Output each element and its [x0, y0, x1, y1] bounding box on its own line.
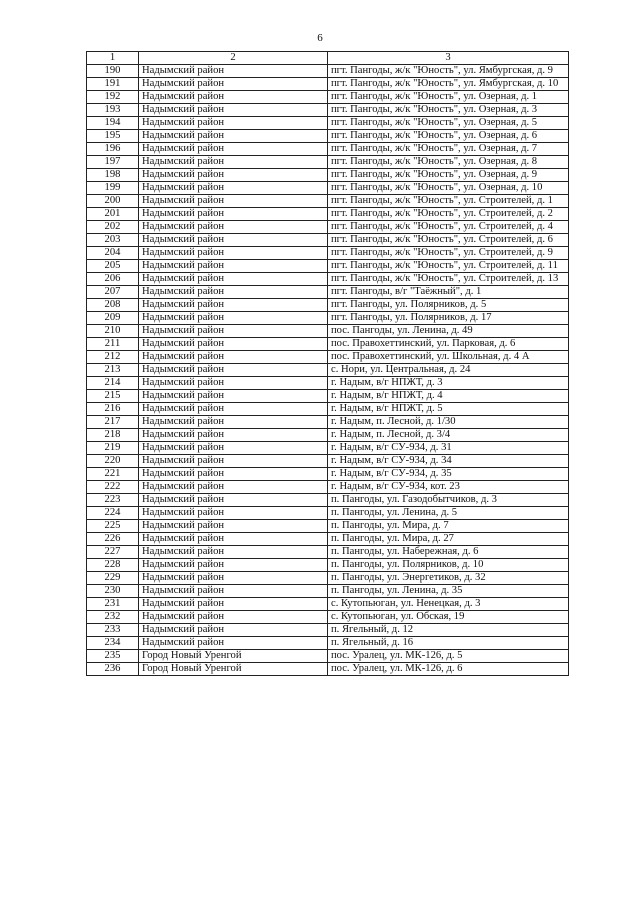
district-cell: Надымский район: [139, 286, 328, 299]
row-number: 223: [87, 494, 139, 507]
address-cell: п. Ягельный, д. 12: [328, 624, 569, 637]
address-cell: пгт. Пангоды, в/г "Таёжный", д. 1: [328, 286, 569, 299]
table-row: [87, 312, 569, 325]
district-cell: Надымский район: [139, 169, 328, 182]
table-row: [87, 247, 569, 260]
district-cell: Надымский район: [139, 507, 328, 520]
address-cell: пгт. Пангоды, ж/к "Юность", ул. Ямбургская, д. 10: [328, 78, 569, 91]
district-cell: Надымский район: [139, 143, 328, 156]
table-row: [87, 507, 569, 520]
address-cell: пгт. Пангоды, ж/к "Юность", ул. Озерная, д. 9: [328, 169, 569, 182]
row-number: 196: [87, 143, 139, 156]
row-number: 225: [87, 520, 139, 533]
table-row: [87, 260, 569, 273]
row-number: 198: [87, 169, 139, 182]
address-cell: пос. Пангоды, ул. Ленина, д. 49: [328, 325, 569, 338]
table-row: [87, 221, 569, 234]
row-number: 207: [87, 286, 139, 299]
table-row: [87, 650, 569, 663]
address-cell: п. Пангоды, ул. Газодобытчиков, д. 3: [328, 494, 569, 507]
table-row: [87, 65, 569, 78]
row-number: 195: [87, 130, 139, 143]
district-cell: Надымский район: [139, 208, 328, 221]
district-cell: Надымский район: [139, 611, 328, 624]
district-cell: Надымский район: [139, 325, 328, 338]
address-cell: пгт. Пангоды, ж/к "Юность", ул. Строителей, д. 9: [328, 247, 569, 260]
table-row: [87, 78, 569, 91]
column-header-district: 2: [139, 52, 328, 65]
table-row: [87, 130, 569, 143]
address-cell: п. Ягельный, д. 16: [328, 637, 569, 650]
row-number: 193: [87, 104, 139, 117]
address-cell: г. Надым, п. Лесной, д. 3/4: [328, 429, 569, 442]
table-row: [87, 572, 569, 585]
address-cell: г. Надым, в/г СУ-934, д. 31: [328, 442, 569, 455]
table-row: [87, 429, 569, 442]
address-cell: пгт. Пангоды, ж/к "Юность", ул. Строителей, д. 4: [328, 221, 569, 234]
row-number: 215: [87, 390, 139, 403]
district-cell: Надымский район: [139, 585, 328, 598]
district-cell: Надымский район: [139, 130, 328, 143]
row-number: 222: [87, 481, 139, 494]
row-number: 221: [87, 468, 139, 481]
table-row: [87, 91, 569, 104]
column-header-address: 3: [328, 52, 569, 65]
table-row: [87, 117, 569, 130]
column-header-number: 1: [87, 52, 139, 65]
address-cell: пос. Уралец, ул. МК-126, д. 5: [328, 650, 569, 663]
table-row: [87, 234, 569, 247]
row-number: 219: [87, 442, 139, 455]
district-cell: Надымский район: [139, 65, 328, 78]
address-cell: пгт. Пангоды, ж/к "Юность", ул. Озерная, д. 7: [328, 143, 569, 156]
table-row: [87, 325, 569, 338]
row-number: 228: [87, 559, 139, 572]
row-number: 226: [87, 533, 139, 546]
address-cell: п. Пангоды, ул. Ленина, д. 35: [328, 585, 569, 598]
address-cell: с. Кутопьюган, ул. Обская, 19: [328, 611, 569, 624]
table-row: [87, 299, 569, 312]
table-row: [87, 377, 569, 390]
row-number: 213: [87, 364, 139, 377]
row-number: 227: [87, 546, 139, 559]
address-cell: с. Кутопьюган, ул. Ненецкая, д. 3: [328, 598, 569, 611]
row-number: 216: [87, 403, 139, 416]
address-cell: пос. Правохеттинский, ул. Школьная, д. 4 А: [328, 351, 569, 364]
address-cell: пгт. Пангоды, ж/к "Юность", ул. Озерная, д. 10: [328, 182, 569, 195]
address-cell: пос. Правохеттинский, ул. Парковая, д. 6: [328, 338, 569, 351]
table-row: [87, 104, 569, 117]
table-row: [87, 455, 569, 468]
address-cell: г. Надым, в/г СУ-934, д. 35: [328, 468, 569, 481]
district-cell: Надымский район: [139, 598, 328, 611]
table-row: [87, 195, 569, 208]
address-cell: г. Надым, п. Лесной, д. 1/30: [328, 416, 569, 429]
table-row: [87, 390, 569, 403]
address-cell: г. Надым, в/г НПЖТ, д. 4: [328, 390, 569, 403]
district-cell: Надымский район: [139, 91, 328, 104]
row-number: 204: [87, 247, 139, 260]
district-cell: Надымский район: [139, 78, 328, 91]
row-number: 231: [87, 598, 139, 611]
row-number: 201: [87, 208, 139, 221]
district-cell: Надымский район: [139, 247, 328, 260]
district-cell: Надымский район: [139, 338, 328, 351]
district-cell: Надымский район: [139, 195, 328, 208]
table-row: [87, 286, 569, 299]
row-number: 192: [87, 91, 139, 104]
district-cell: Надымский район: [139, 390, 328, 403]
row-number: 235: [87, 650, 139, 663]
address-table: [86, 51, 569, 676]
district-cell: Надымский район: [139, 416, 328, 429]
address-cell: г. Надым, в/г СУ-934, д. 34: [328, 455, 569, 468]
district-cell: Надымский район: [139, 351, 328, 364]
district-cell: Надымский район: [139, 442, 328, 455]
table-row: [87, 143, 569, 156]
row-number: 230: [87, 585, 139, 598]
district-cell: Надымский район: [139, 572, 328, 585]
district-cell: Надымский район: [139, 520, 328, 533]
table-row: [87, 273, 569, 286]
table-row: [87, 156, 569, 169]
table-row: [87, 364, 569, 377]
table-row: [87, 338, 569, 351]
row-number: 197: [87, 156, 139, 169]
address-cell: пгт. Пангоды, ул. Полярников, д. 5: [328, 299, 569, 312]
row-number: 194: [87, 117, 139, 130]
address-cell: п. Пангоды, ул. Энергетиков, д. 32: [328, 572, 569, 585]
address-cell: пгт. Пангоды, ж/к "Юность", ул. Озерная, д. 1: [328, 91, 569, 104]
address-cell: пгт. Пангоды, ж/к "Юность", ул. Строителей, д. 1: [328, 195, 569, 208]
district-cell: Надымский район: [139, 455, 328, 468]
address-cell: пос. Уралец, ул. МК-126, д. 6: [328, 663, 569, 676]
address-cell: п. Пангоды, ул. Полярников, д. 10: [328, 559, 569, 572]
address-cell: пгт. Пангоды, ж/к "Юность", ул. Строителей, д. 6: [328, 234, 569, 247]
table-header-row: [87, 52, 569, 65]
district-cell: Надымский район: [139, 559, 328, 572]
district-cell: Надымский район: [139, 468, 328, 481]
district-cell: Надымский район: [139, 260, 328, 273]
address-cell: пгт. Пангоды, ж/к "Юность", ул. Озерная, д. 5: [328, 117, 569, 130]
district-cell: Надымский район: [139, 533, 328, 546]
row-number: 210: [87, 325, 139, 338]
table-row: [87, 637, 569, 650]
row-number: 220: [87, 455, 139, 468]
address-cell: п. Пангоды, ул. Набережная, д. 6: [328, 546, 569, 559]
row-number: 232: [87, 611, 139, 624]
row-number: 206: [87, 273, 139, 286]
row-number: 205: [87, 260, 139, 273]
row-number: 208: [87, 299, 139, 312]
table-row: [87, 169, 569, 182]
district-cell: Надымский район: [139, 403, 328, 416]
row-number: 234: [87, 637, 139, 650]
row-number: 211: [87, 338, 139, 351]
table-row: [87, 546, 569, 559]
table-row: [87, 533, 569, 546]
district-cell: Надымский район: [139, 429, 328, 442]
row-number: 224: [87, 507, 139, 520]
table-row: [87, 351, 569, 364]
address-cell: п. Пангоды, ул. Ленина, д. 5: [328, 507, 569, 520]
district-cell: Надымский район: [139, 182, 328, 195]
address-cell: пгт. Пангоды, ж/к "Юность", ул. Озерная, д. 3: [328, 104, 569, 117]
address-cell: с. Нори, ул. Центральная, д. 24: [328, 364, 569, 377]
table-row: [87, 468, 569, 481]
row-number: 200: [87, 195, 139, 208]
table-row: [87, 182, 569, 195]
address-cell: пгт. Пангоды, ж/к "Юность", ул. Строителей, д. 11: [328, 260, 569, 273]
row-number: 190: [87, 65, 139, 78]
row-number: 217: [87, 416, 139, 429]
address-cell: пгт. Пангоды, ж/к "Юность", ул. Озерная, д. 6: [328, 130, 569, 143]
table-row: [87, 208, 569, 221]
table-body: [87, 65, 569, 676]
table-row: [87, 416, 569, 429]
district-cell: Надымский район: [139, 221, 328, 234]
district-cell: Город Новый Уренгой: [139, 650, 328, 663]
table-row: [87, 403, 569, 416]
table-row: [87, 481, 569, 494]
district-cell: Город Новый Уренгой: [139, 663, 328, 676]
row-number: 212: [87, 351, 139, 364]
row-number: 199: [87, 182, 139, 195]
row-number: 202: [87, 221, 139, 234]
row-number: 214: [87, 377, 139, 390]
district-cell: Надымский район: [139, 481, 328, 494]
row-number: 229: [87, 572, 139, 585]
address-cell: г. Надым, в/г СУ-934, кот. 23: [328, 481, 569, 494]
table-row: [87, 598, 569, 611]
table-row: [87, 520, 569, 533]
address-cell: г. Надым, в/г НПЖТ, д. 3: [328, 377, 569, 390]
address-cell: пгт. Пангоды, ж/к "Юность", ул. Озерная, д. 8: [328, 156, 569, 169]
district-cell: Надымский район: [139, 312, 328, 325]
row-number: 191: [87, 78, 139, 91]
table-row: [87, 494, 569, 507]
table-row: [87, 559, 569, 572]
address-cell: пгт. Пангоды, ул. Полярников, д. 17: [328, 312, 569, 325]
table-row: [87, 442, 569, 455]
address-cell: пгт. Пангоды, ж/к "Юность", ул. Ямбургская, д. 9: [328, 65, 569, 78]
table-row: [87, 585, 569, 598]
table-row: [87, 663, 569, 676]
district-cell: Надымский район: [139, 624, 328, 637]
address-cell: п. Пангоды, ул. Мира, д. 27: [328, 533, 569, 546]
page-number: 6: [317, 32, 323, 44]
district-cell: Надымский район: [139, 377, 328, 390]
address-cell: пгт. Пангоды, ж/к "Юность", ул. Строителей, д. 2: [328, 208, 569, 221]
district-cell: Надымский район: [139, 117, 328, 130]
district-cell: Надымский район: [139, 156, 328, 169]
address-cell: п. Пангоды, ул. Мира, д. 7: [328, 520, 569, 533]
address-cell: пгт. Пангоды, ж/к "Юность", ул. Строителей, д. 13: [328, 273, 569, 286]
district-cell: Надымский район: [139, 364, 328, 377]
row-number: 233: [87, 624, 139, 637]
row-number: 218: [87, 429, 139, 442]
district-cell: Надымский район: [139, 494, 328, 507]
row-number: 209: [87, 312, 139, 325]
row-number: 236: [87, 663, 139, 676]
district-cell: Надымский район: [139, 234, 328, 247]
table-row: [87, 611, 569, 624]
district-cell: Надымский район: [139, 104, 328, 117]
district-cell: Надымский район: [139, 637, 328, 650]
district-cell: Надымский район: [139, 546, 328, 559]
table-row: [87, 624, 569, 637]
district-cell: Надымский район: [139, 273, 328, 286]
row-number: 203: [87, 234, 139, 247]
district-cell: Надымский район: [139, 299, 328, 312]
address-cell: г. Надым, в/г НПЖТ, д. 5: [328, 403, 569, 416]
